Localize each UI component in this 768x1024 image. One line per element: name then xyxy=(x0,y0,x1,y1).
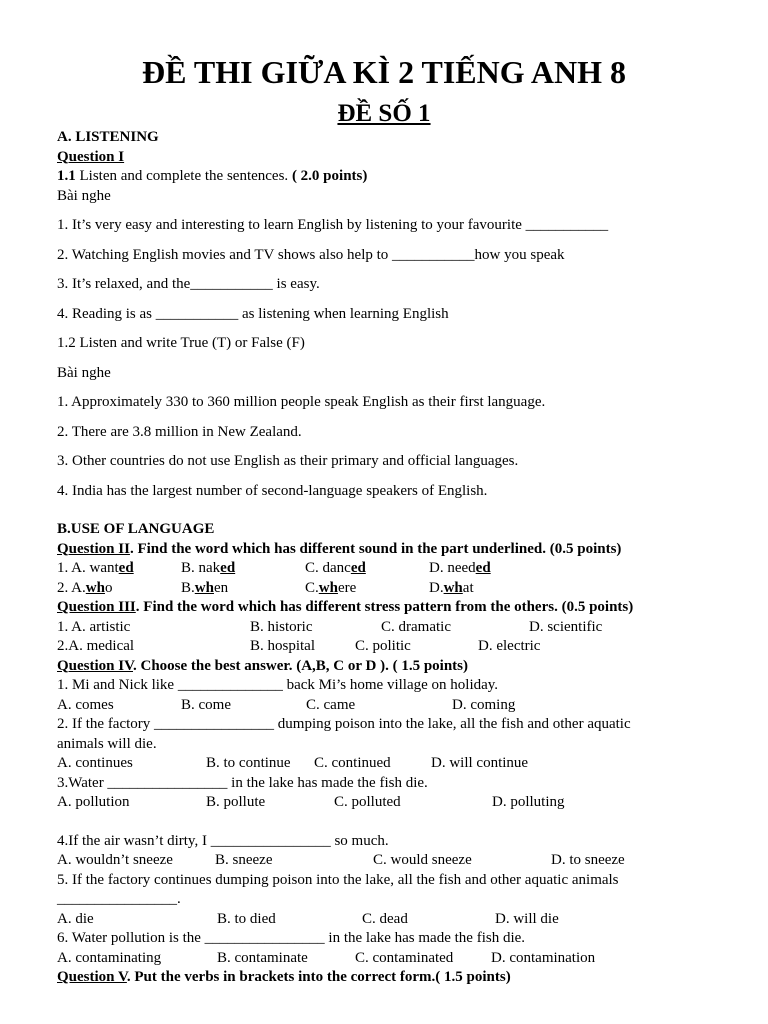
option-b: B. contaminate xyxy=(217,949,308,966)
question-label: Question III xyxy=(57,599,136,615)
option-a: 2.A. medical xyxy=(57,638,135,654)
option-d: D. scientific xyxy=(529,618,603,635)
question-label: Question IV xyxy=(57,657,133,674)
q4-item-4: 4.If the air wasn’t dirty, I ________________ so much. xyxy=(57,832,389,849)
instruction-text: Listen and complete the sentences. xyxy=(75,168,292,184)
option-b: B. historic xyxy=(250,618,313,635)
option-c: C. dramatic xyxy=(381,618,451,635)
option-d: D. contamination xyxy=(491,949,596,966)
option-d: D.what xyxy=(429,579,474,596)
section-a-heading: A. LISTENING xyxy=(57,129,159,145)
question-text: . Choose the best answer. (A,B, C or D ). ( 1.5 points) xyxy=(133,657,469,674)
option-d: D. will continue xyxy=(431,755,529,771)
q4-item-2-options xyxy=(57,754,707,774)
option-a: A. die xyxy=(57,910,94,927)
q3-row-2 xyxy=(57,637,707,657)
option-b: B. pollute xyxy=(206,794,266,810)
list-item: 2. There are 3.8 million in New Zealand. xyxy=(57,423,302,440)
option-a: 1. A. wanted xyxy=(57,560,134,576)
q4-item-1: 1. Mi and Nick like ______________ back Mi’s home village on holiday. xyxy=(57,677,499,693)
option-c: C. came xyxy=(306,696,356,713)
option-b: B. come xyxy=(181,696,231,713)
option-d: D. to sneeze xyxy=(551,852,625,868)
option-c: C. continued xyxy=(314,755,391,771)
document-body xyxy=(57,128,707,988)
list-item: 4. Reading is as ___________ as listening when learning English xyxy=(57,305,449,322)
question-3-heading xyxy=(57,598,707,618)
audio-label: Bài nghe xyxy=(57,364,111,381)
option-b: B.when xyxy=(181,579,229,596)
q2-row-2 xyxy=(57,579,707,599)
option-c: C. politic xyxy=(355,638,411,654)
part-1-2-instruction: 1.2 Listen and write True (T) or False (F) xyxy=(57,335,305,351)
question-text: . Find the word which has different stress pattern from the others. (0.5 points) xyxy=(135,599,634,615)
question-5-heading xyxy=(57,968,707,988)
list-item: 1. It’s very easy and interesting to learn English by listening to your favourite ___________ xyxy=(57,217,609,233)
q4-item-5: 5. If the factory continues dumping poison into the lake, all the fish and other aquatic animals xyxy=(57,871,619,888)
list-item: 2. Watching English movies and TV shows also help to ___________how you speak xyxy=(57,246,565,263)
q4-item-6-options xyxy=(57,949,707,969)
option-b: B. to continue xyxy=(206,755,291,771)
page-title: ĐỀ THI GIỮA KÌ 2 TIẾNG ANH 8 xyxy=(142,54,626,90)
option-b: B. to died xyxy=(217,910,276,927)
option-c: C. contaminated xyxy=(355,949,454,966)
points: ( 2.0 points) xyxy=(291,168,368,184)
q4-item-4-options xyxy=(57,851,707,871)
option-a: A. contaminating xyxy=(57,949,162,966)
q3-row-1 xyxy=(57,618,707,638)
question-1-heading: Question I xyxy=(57,148,125,165)
part-1-1-instruction xyxy=(57,167,707,187)
list-item: 3. It’s relaxed, and the___________ is easy. xyxy=(57,276,320,292)
question-2-heading xyxy=(57,540,707,560)
option-a: A. continues xyxy=(57,755,133,771)
question-text: . Put the verbs in brackets into the correct form.( 1.5 points) xyxy=(126,969,511,985)
list-item: 1. Approximately 330 to 360 million people speak English as their first language. xyxy=(57,394,546,410)
q4-item-5-options xyxy=(57,910,707,930)
q4-item-3-options xyxy=(57,793,707,813)
option-b: B. hospital xyxy=(250,638,316,654)
page-subtitle: ĐỀ SỐ 1 xyxy=(337,100,431,127)
q4-item-3: 3.Water ________________ in the lake has made the fish die. xyxy=(57,774,428,791)
list-item: 3. Other countries do not use English as their primary and official languages. xyxy=(57,453,519,469)
option-a: A. comes xyxy=(57,696,114,713)
question-label: Question V xyxy=(57,969,127,985)
option-b: B. sneeze xyxy=(215,852,273,868)
q4-item-2: 2. If the factory ________________ dumping poison into the lake, all the fish and other aquatic xyxy=(57,716,631,732)
option-b: B. naked xyxy=(181,560,236,576)
question-label: Question II xyxy=(57,540,130,557)
option-c: C. would sneeze xyxy=(373,852,472,868)
q4-item-6: 6. Water pollution is the ________________ in the lake has made the fish die. xyxy=(57,930,526,946)
question-4-heading xyxy=(57,657,707,677)
part-number: 1.1 xyxy=(57,168,76,184)
question-text: . Find the word which has different sound in the part underlined. (0.5 points) xyxy=(129,540,622,557)
option-d: D. will die xyxy=(495,910,559,927)
audio-label: Bài nghe xyxy=(57,187,111,204)
option-c: C. polluted xyxy=(334,794,401,810)
option-a: A. wouldn’t sneeze xyxy=(57,852,173,868)
q4-item-5-continued: ________________. xyxy=(57,891,181,907)
option-d: D. polluting xyxy=(492,794,565,810)
list-item: 4. India has the largest number of second-language speakers of English. xyxy=(57,482,488,499)
option-a: 2. A.who xyxy=(57,579,113,596)
section-b-heading: B.USE OF LANGUAGE xyxy=(57,521,215,537)
q4-item-2-continued: animals will die. xyxy=(57,735,157,752)
option-a: 1. A. artistic xyxy=(57,618,131,635)
option-d: D. needed xyxy=(429,560,491,576)
option-d: D. coming xyxy=(452,696,516,713)
option-c: C. danced xyxy=(305,560,366,576)
option-d: D. electric xyxy=(478,638,541,654)
option-c: C.where xyxy=(305,579,357,596)
q2-row-1 xyxy=(57,559,707,579)
q4-item-1-options xyxy=(57,696,707,716)
option-a: A. pollution xyxy=(57,794,130,810)
option-c: C. dead xyxy=(362,910,408,927)
